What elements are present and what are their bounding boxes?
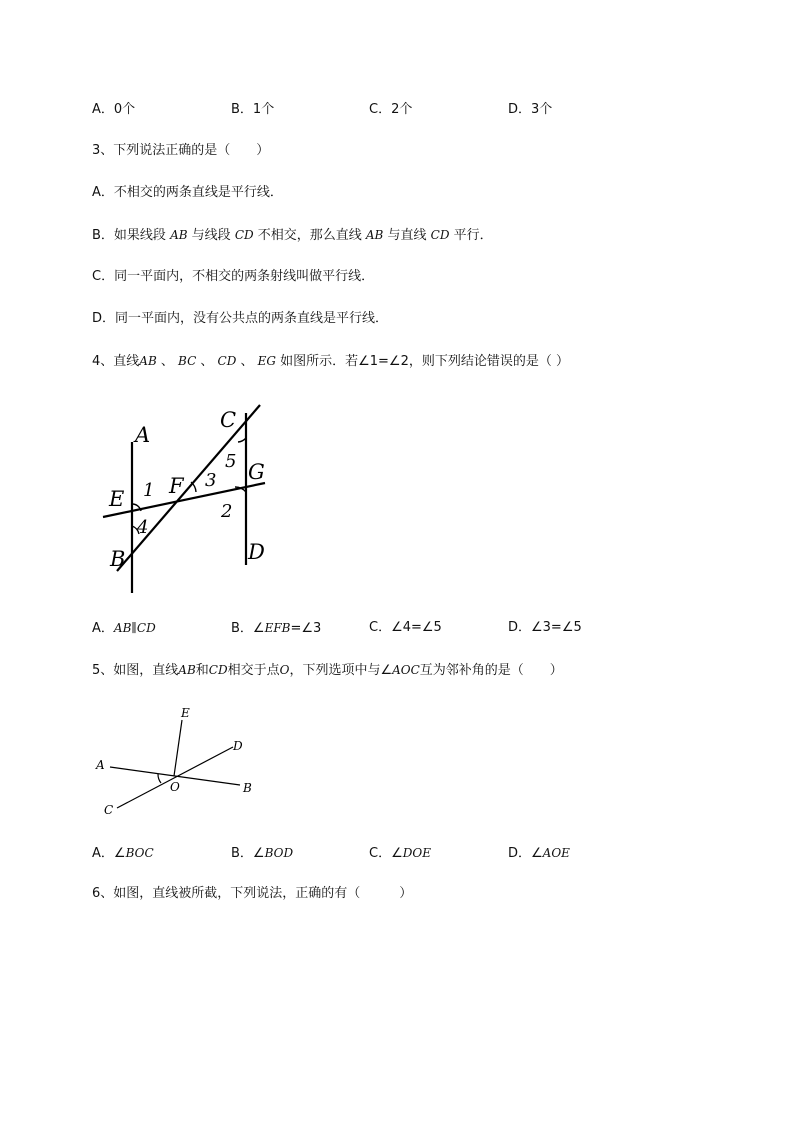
q4-ab: AB [139,354,157,368]
label-1: 1 [143,480,155,501]
q4-sep3: 、 [236,354,258,369]
line-cd [117,747,233,808]
q3-b-mid2: 不相交，那么直线 [253,228,366,243]
q4-b-pre: B．∠ [231,621,265,636]
q4-sep1: 、 [156,354,179,369]
q5-option-d [508,844,570,863]
q4-eg: EG [257,354,276,368]
q5-ab: AB [178,663,196,677]
label-C: C [220,408,237,432]
q5-d-pre: D．∠ [508,846,543,861]
q5-mid2: 相交于点 [227,663,280,678]
q5-c-math: DOE [402,846,431,860]
q5-a-pre: A．∠ [92,846,126,861]
label-3: 3 [205,470,217,491]
q3-b-cd2: CD [430,228,450,242]
arc-angle-aoc [158,774,161,783]
q5-cd: CD [208,663,228,677]
q5-a-math: BOC [125,846,154,860]
label-A: A [96,758,105,772]
label-2: 2 [221,501,233,522]
q2-option-d: D．3个 [508,102,553,117]
label-D: D [248,540,265,564]
label-F: F [169,474,184,498]
q5-option-a [92,844,154,863]
q5-b-pre: B．∠ [231,846,265,861]
q5-o: O [279,663,290,677]
q5-stem-pre: 5、如图，直线 [92,663,179,678]
q5-stem [92,661,563,680]
q5-option-c [369,844,431,863]
q4-option-a [92,619,156,638]
q4-b-post: =∠3 [290,621,322,636]
q5-b-math: BOD [264,846,294,860]
label-O: O [170,780,180,794]
q2-option-c: C．2个 [369,102,413,117]
label-D: D [233,739,243,753]
q4-stem [92,352,569,371]
q4-cd: CD [217,354,237,368]
q3-b-mid: 与线段 [187,228,235,243]
label-E: E [181,706,190,720]
q5-stem-post: 互为邻补角的是（ ） [419,663,563,678]
q2-option-a: A．0个 [92,102,136,117]
q3-b-pre: B．如果线段 [92,228,171,243]
q5-mid1: 和 [195,663,209,678]
q3-b-end: 平行． [449,228,493,243]
q3-b-ab: AB [170,228,188,242]
q4-sep2: 、 [196,354,218,369]
q5-option-b [231,844,293,863]
q4-figure [95,395,285,600]
q3-b-mid3: 与直线 [383,228,431,243]
label-C: C [104,803,114,817]
q6-stem: 6、如图，直线被所截，下列说法，正确的有（ ） [92,886,413,901]
ray-oe [174,720,182,776]
label-G: G [248,460,265,484]
q4-option-b [231,619,321,638]
q3-b-cd: CD [234,228,254,242]
label-A: A [135,423,151,447]
label-5: 5 [225,451,237,472]
q5-aoc: AOC [392,663,420,677]
label-4: 4 [137,517,149,538]
q4-b-math: EFB [264,621,291,635]
q4-option-d: D．∠3=∠5 [508,620,582,635]
q4-a-pre: A． [92,621,114,636]
q4-stem-pre: 4、直线 [92,354,140,369]
q3-option-b [92,226,493,245]
label-E: E [109,487,125,511]
q4-option-c: C．∠4=∠5 [369,620,442,635]
q3-option-d: D．同一平面内，没有公共点的两条直线是平行线． [92,311,389,326]
q3-stem: 3、下列说法正确的是（ ） [92,143,270,158]
arc-angle-5 [238,438,246,442]
q4-bc: BC [178,354,197,368]
q3-b-ab2: AB [365,228,384,242]
q5-mid3: ，下列选项中与∠ [289,663,393,678]
q4-stem-post: 如图所示．若∠1=∠2，则下列结论错误的是（ ） [275,354,569,369]
q3-option-c: C．同一平面内，不相交的两条射线叫做平行线． [92,269,375,284]
q5-figure [90,700,270,825]
q3-option-a: A．不相交的两条直线是平行线． [92,185,283,200]
q4-a-math: AB∥CD [113,621,156,635]
q5-c-pre: C．∠ [369,846,403,861]
q5-d-math: AOE [542,846,570,860]
q2-option-b: B．1个 [231,102,275,117]
label-B: B [243,781,252,795]
label-B: B [110,547,126,571]
